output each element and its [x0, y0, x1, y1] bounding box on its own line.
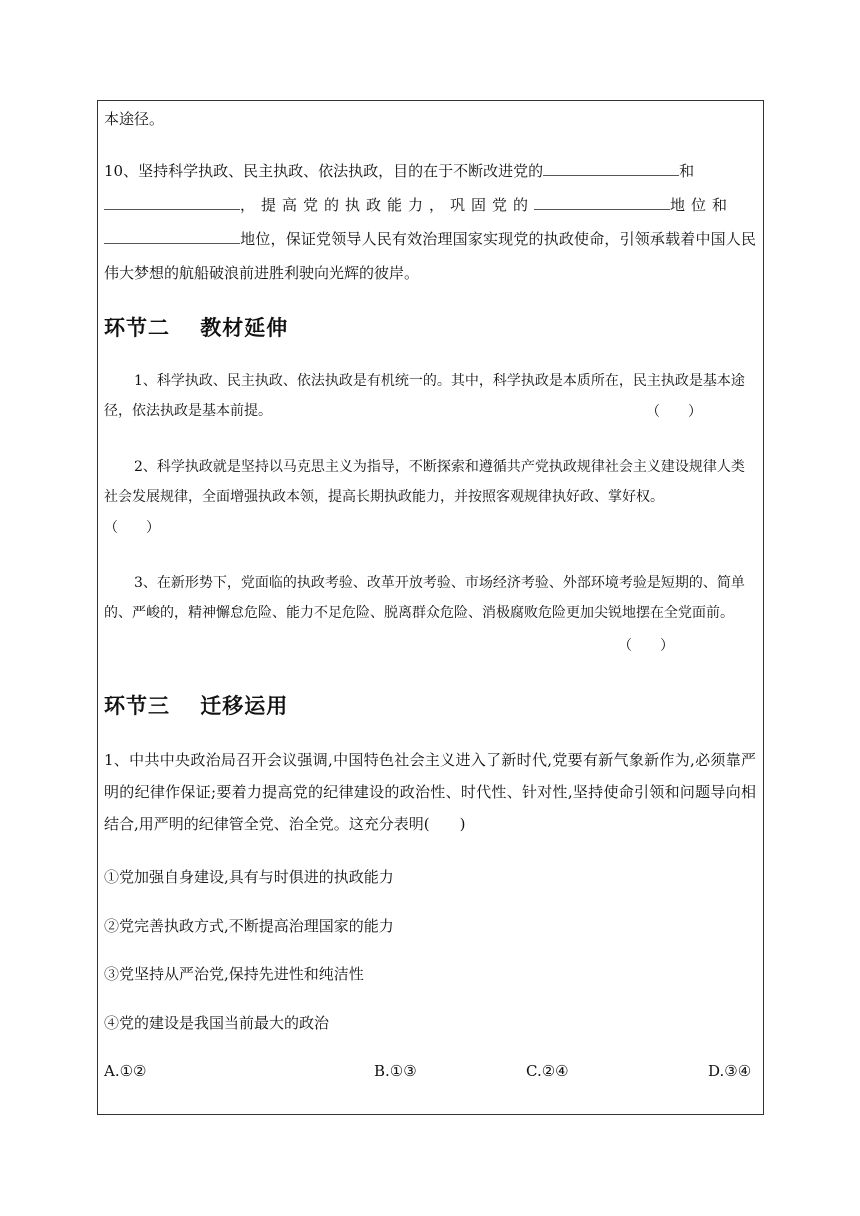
fill-blank-2[interactable] [104, 191, 240, 210]
tf-item-3: 3、在新形势下，党面临的执政考验、改革开放考验、市场经济考验、外部环境考验是短期的、简单的、严峻的，精神懈怠危险、能力不足危险、脱离群众危险、消极腐败危险更加尖锐地摆在全党面前。 [104, 575, 745, 621]
q10-text-3: ，提高党的执政能力，巩固党的 [240, 196, 535, 214]
statement-1: ①党加强自身建设,具有与时俱进的执政能力 [104, 868, 394, 886]
q10-text-2: 和 [679, 162, 695, 180]
section-title-3: 环节三 迁移运用 [104, 694, 289, 718]
q10-text-4: 地位和 [670, 196, 734, 214]
tf-item-1: 1、科学执政、民主执政、依法执政是有机统一的。其中，科学执政是本质所在，民主执政是基本途径，依法执政是基本前提。 [104, 373, 745, 419]
answer-paren-1[interactable]: （ ） [646, 404, 702, 420]
fill-blank-1[interactable] [543, 157, 679, 176]
section-title-2: 环节二 教材延伸 [104, 316, 289, 340]
option-b[interactable]: B.①③ [374, 1062, 417, 1080]
option-c[interactable]: C.②④ [526, 1062, 569, 1080]
fill-blank-4[interactable] [104, 225, 240, 244]
text-line-tail: 本途径。 [104, 110, 165, 128]
statement-3: ③党坚持从严治党,保持先进性和纯洁性 [104, 965, 364, 983]
tf-item-2: 2、科学执政就是坚持以马克思主义为指导，不断探索和遵循共产党执政规律社会主义建设规律人类社会发展规律，全面增强执政本领，提高长期执政能力，并按照客观规律执好政、掌好权。 [104, 459, 745, 505]
option-a[interactable]: A.①② [104, 1062, 147, 1080]
statement-4: ④党的建设是我国当前最大的政治 [104, 1014, 330, 1032]
statement-2: ②党完善执政方式,不断提高治理国家的能力 [104, 917, 394, 935]
answer-paren-2[interactable]: （ ） [104, 520, 160, 536]
q10-text-1: 10、坚持科学执政、民主执政、依法执政，目的在于不断改进党的 [104, 162, 544, 180]
question-10 [104, 154, 756, 290]
answer-paren-3[interactable]: （ ） [618, 638, 674, 654]
option-d[interactable]: D.③④ [708, 1062, 752, 1080]
fill-blank-3[interactable] [534, 191, 670, 210]
q10-text-5: 地位，保证党领导人民有效治理国家实现党的执政使命，引领承载着中国人民伟大梦想的航船破浪前进胜利驶向光辉的彼岸。 [104, 230, 756, 282]
mc-question-1: 1、中共中央政治局召开会议强调,中国特色社会主义进入了新时代,党要有新气象新作为,必须靠严明的纪律作保证;要着力提高党的纪律建设的政治性、时代性、针对性,坚持使命引领和问题导向相结合,用严明的纪律管全党、治全党。这充分表明( ) [104, 751, 756, 833]
